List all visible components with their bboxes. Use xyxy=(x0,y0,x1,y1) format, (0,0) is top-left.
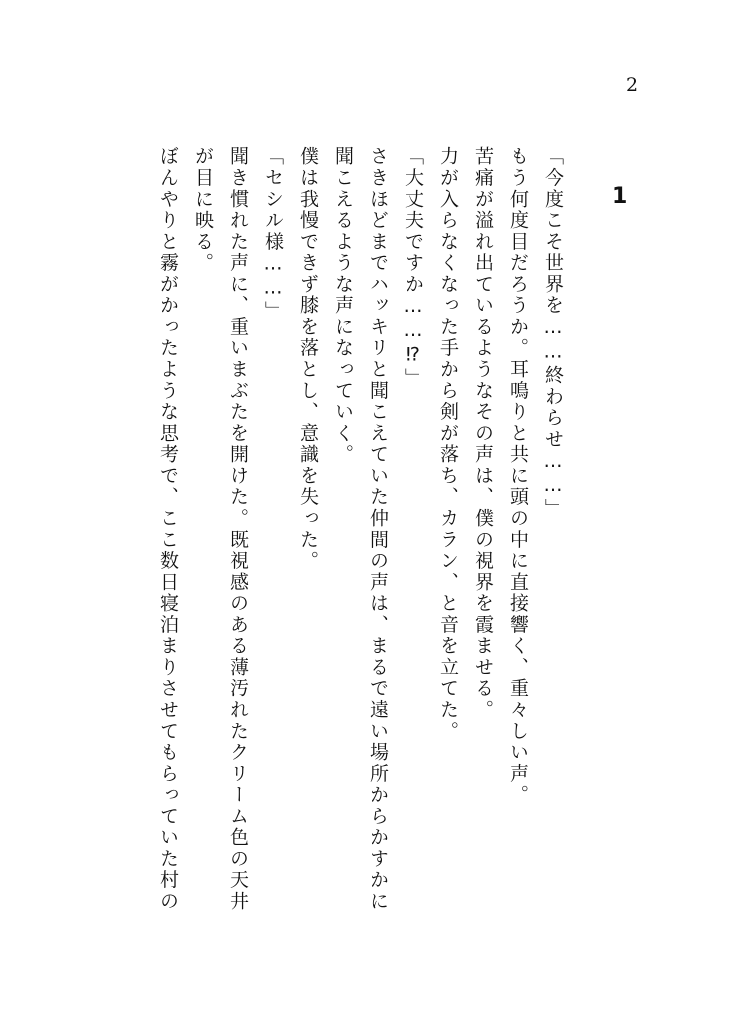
text-line: 苦痛が溢れ出ているようなその声は、僕の視界を霞ませる。 xyxy=(472,146,494,721)
text-line: もう何度目だろうか。耳鳴りと共に頭の中に直接響く、重々しい声。 xyxy=(507,146,529,806)
text-line: 僕は我慢できず膝を落とし、意識を失った。 xyxy=(297,146,319,572)
text-line: 「セシル様……」 xyxy=(262,146,284,323)
text-line: が目に映る。 xyxy=(192,146,214,274)
vertical-text-body xyxy=(150,146,570,926)
text-line: 「今度こそ世界を……終わらせ……」 xyxy=(542,146,564,520)
text-line: ぼんやりと霧がかったような思考で、ここ数日寝泊まりさせてもらっていた村の xyxy=(157,146,179,913)
text-line: 「大丈夫ですか……⁉」 xyxy=(402,146,424,390)
text-line: 聞こえるような声になっていく。 xyxy=(332,146,354,466)
text-line: 聞き慣れた声に、重いまぶたを開けた。既視感のある薄汚れたクリーム色の天井 xyxy=(227,146,249,913)
page-number: 2 xyxy=(626,74,639,96)
chapter-number: 1 xyxy=(612,184,628,209)
text-line: さきほどまでハッキリと聞こえていた仲間の声は、まるで遠い場所からかすかに xyxy=(367,146,389,913)
text-line: 力が入らなくなった手から剣が落ち、カラン、と音を立てた。 xyxy=(437,146,459,742)
